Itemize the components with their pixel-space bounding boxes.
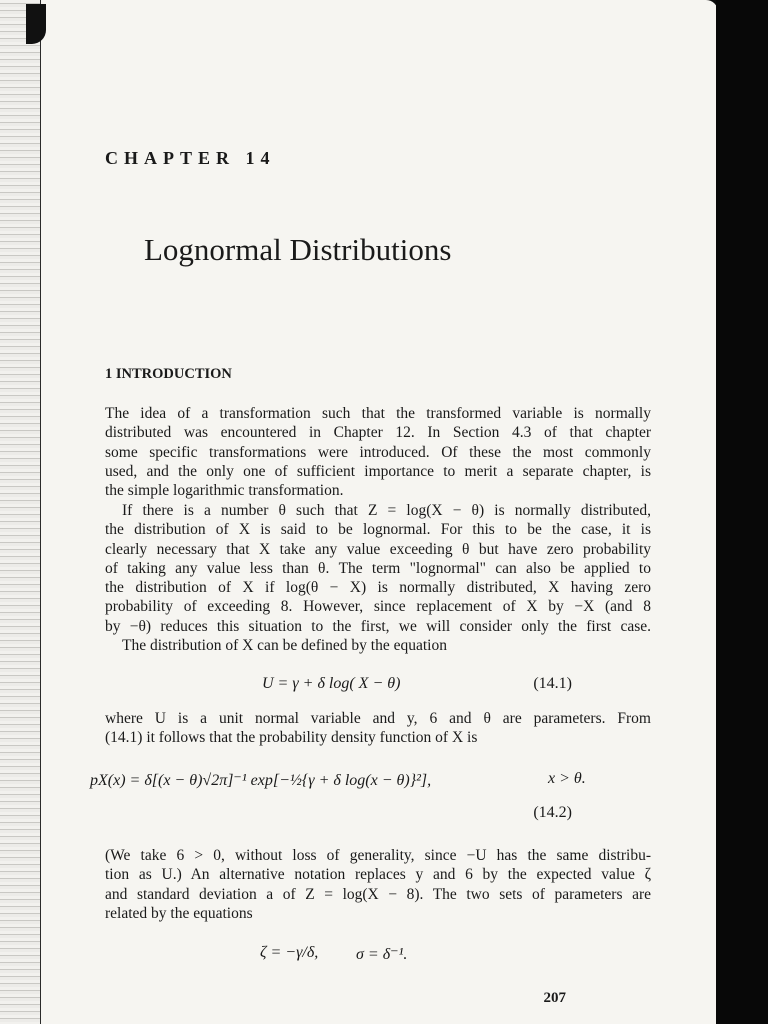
paragraph-equation-intro xyxy=(105,636,651,655)
text-line: the distribution of X if log(θ − X) is normally distributed, X having zero xyxy=(105,579,651,597)
text-line: The idea of a transformation such that the transformed variable is normally xyxy=(105,405,651,422)
text-line: distributed was encountered in Chapter 12. In Section 4.3 of that chapter xyxy=(105,424,651,442)
text-line: the simple logarithmic transformation. xyxy=(105,482,344,500)
equation-number-14-1: (14.1) xyxy=(533,675,572,692)
chapter-label: CHAPTER 14 xyxy=(105,148,276,168)
text-line: tion as U.) An alternative notation replaces y and 6 by the expected value ζ xyxy=(105,866,651,884)
text-line: where U is a unit normal variable and y, 6 and θ are parameters. From xyxy=(105,710,651,727)
text-line: of taking any value less than θ. The term "lognormal" can also be applied to xyxy=(105,559,651,577)
text-line: the distribution of X is said to be lognormal. For this to be the case, it is xyxy=(105,521,651,539)
equation-sigma: σ = δ⁻¹. xyxy=(356,946,408,963)
paragraph-alternative-notation xyxy=(105,846,651,923)
paragraph-definition xyxy=(105,501,651,636)
equation-14-1: U = γ + δ log( X − θ) xyxy=(262,675,401,692)
chapter-title: Lognormal Distributions xyxy=(144,232,452,267)
text-line: related by the equations xyxy=(105,904,253,922)
paragraph-parameters xyxy=(105,709,651,748)
text-line: probability of exceeding 8. However, since replacement of X by −X (and 8 xyxy=(105,598,651,616)
scan-border-right xyxy=(716,0,768,1024)
scan-corner-shadow xyxy=(26,4,46,44)
text-line: and standard deviation a of Z = log(X − 8). The two sets of parameters are xyxy=(105,885,651,903)
equation-14-2-condition: x > θ. xyxy=(548,770,586,787)
text-line: by −θ) reduces this situation to the first, we will consider only the first case. xyxy=(105,617,651,635)
equation-14-2: pX(x) = δ[(x − θ)√2π]⁻¹ exp[−½{γ + δ log(x − θ)}²], xyxy=(90,772,432,789)
text-line: The distribution of X can be defined by the equation xyxy=(122,637,447,654)
text-line: used, and the only one of sufficient importance to merit a separate chapter, is xyxy=(105,462,651,480)
equation-number-14-2: (14.2) xyxy=(533,804,572,821)
section-heading: 1 INTRODUCTION xyxy=(105,366,232,382)
text-line: some specific transformations were introduced. Of these the most commonly xyxy=(105,443,651,461)
paragraph-intro xyxy=(105,404,651,500)
equation-zeta: ζ = −γ/δ, xyxy=(260,944,319,961)
text-line: clearly necessary that X take any value exceeding θ but have zero probability xyxy=(105,540,651,558)
text-line: (We take 6 > 0, without loss of generality, since −U has the same distribu- xyxy=(105,847,651,864)
text-line: If there is a number θ such that Z = log(X − θ) is normally distributed, xyxy=(122,502,651,519)
page-stack-edge xyxy=(0,0,41,1024)
page-number: 207 xyxy=(543,990,566,1006)
text-line: (14.1) it follows that the probability density function of X is xyxy=(105,729,478,747)
page-sheet xyxy=(30,0,718,1024)
